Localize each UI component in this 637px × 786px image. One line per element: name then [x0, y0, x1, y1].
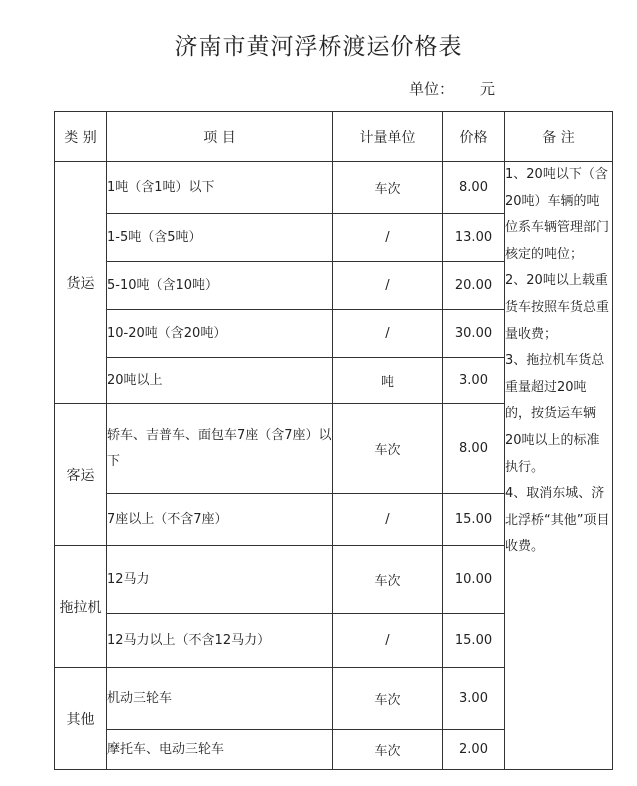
unit-cell: / — [333, 614, 443, 668]
header-unit: 计量单位 — [333, 112, 443, 162]
header-category: 类 别 — [55, 112, 107, 162]
unit-cell: / — [333, 214, 443, 262]
category-passenger: 客运 — [55, 404, 107, 546]
item-cell: 12马力 — [107, 546, 333, 614]
price-cell: 15.00 — [443, 614, 505, 668]
price-cell: 3.00 — [443, 668, 505, 730]
header-row — [55, 112, 613, 162]
item-cell: 1吨（含1吨）以下 — [107, 162, 333, 214]
price-cell: 8.00 — [443, 404, 505, 494]
unit-note — [409, 78, 495, 99]
price-cell: 2.00 — [443, 730, 505, 770]
table-row — [55, 162, 613, 214]
unit-cell: 车次 — [333, 668, 443, 730]
item-cell: 10-20吨（含20吨） — [107, 310, 333, 358]
category-tractor: 拖拉机 — [55, 546, 107, 668]
item-cell: 轿车、吉普车、面包车7座（含7座）以下 — [107, 404, 333, 494]
item-cell: 12马力以上（不含12马力） — [107, 614, 333, 668]
remark-1: 1、20吨以下（含20吨）车辆的吨位系车辆管理部门核定的吨位； — [505, 167, 610, 262]
remark-2: 2、20吨以上载重货车按照车货总重量收费； — [505, 273, 610, 342]
price-cell: 13.00 — [443, 214, 505, 262]
unit-cell: 吨 — [333, 358, 443, 404]
price-cell: 20.00 — [443, 262, 505, 310]
price-cell: 30.00 — [443, 310, 505, 358]
category-other: 其他 — [55, 668, 107, 770]
item-cell: 5-10吨（含10吨） — [107, 262, 333, 310]
item-cell: 摩托车、电动三轮车 — [107, 730, 333, 770]
category-freight: 货运 — [55, 162, 107, 404]
unit-cell: / — [333, 494, 443, 546]
price-cell: 15.00 — [443, 494, 505, 546]
unit-cell: / — [333, 262, 443, 310]
header-remark: 备 注 — [505, 112, 613, 162]
item-cell: 20吨以上 — [107, 358, 333, 404]
unit-cell: 车次 — [333, 162, 443, 214]
header-item: 项 目 — [107, 112, 333, 162]
unit-value: 元 — [479, 80, 495, 98]
item-cell: 7座以上（不含7座） — [107, 494, 333, 546]
unit-cell: / — [333, 310, 443, 358]
page-title: 济南市黄河浮桥渡运价格表 — [174, 34, 463, 60]
remark-3: 3、拖拉机车货总重量超过20吨的，按货运车辆20吨以上的标准执行。 — [505, 353, 605, 475]
price-cell: 3.00 — [443, 358, 505, 404]
price-cell: 10.00 — [443, 546, 505, 614]
item-cell: 机动三轮车 — [107, 668, 333, 730]
unit-cell: 车次 — [333, 730, 443, 770]
price-cell: 8.00 — [443, 162, 505, 214]
remark-4: 4、取消东城、济北浮桥“其他”项目收费。 — [505, 486, 610, 555]
header-price: 价格 — [443, 112, 505, 162]
unit-cell: 车次 — [333, 546, 443, 614]
remarks-cell — [505, 162, 613, 770]
unit-cell: 车次 — [333, 404, 443, 494]
unit-label: 单位： — [408, 80, 454, 98]
item-cell: 1-5吨（含5吨） — [107, 214, 333, 262]
price-table — [54, 111, 613, 770]
